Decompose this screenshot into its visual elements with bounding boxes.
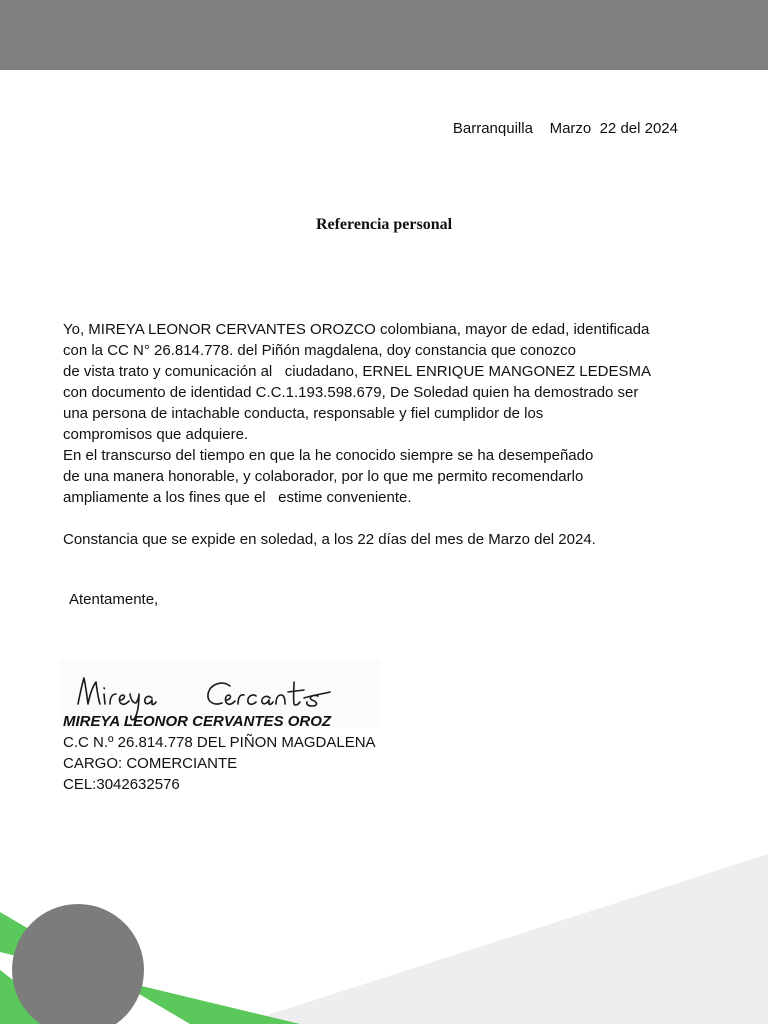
body-line: de vista trato y comunicación al ciudadano, ERNEL ENRIQUE MANGONEZ LEDESMA — [63, 363, 651, 380]
body-line: Yo, MIREYA LEONOR CERVANTES OROZCO colombiana, mayor de edad, identificada — [63, 321, 650, 338]
body-line: una persona de intachable conducta, responsable y fiel cumplidor de los — [63, 405, 544, 422]
signer-phone: CEL:3042632576 — [63, 776, 180, 793]
body-line: con documento de identidad C.C.1.193.598.679, De Soledad quien ha demostrado ser — [63, 384, 639, 401]
body-line: de una manera honorable, y colaborador, por lo que me permito recomendarlo — [63, 468, 584, 485]
signer-role: CARGO: COMERCIANTE — [63, 755, 238, 772]
footer-gray-circle — [12, 904, 144, 1024]
body-line: En el transcurso del tiempo en que la he conocido siempre se ha desempeñado — [63, 447, 594, 464]
body-line: con la CC N° 26.814.778. del Piñón magdalena, doy constancia que conozco — [63, 342, 577, 359]
footer-gray-wedge — [240, 854, 768, 1024]
signer-id: C.C N.º 26.814.778 DEL PIÑON MAGDALENA — [63, 734, 376, 751]
body-line: compromisos que adquiere. — [63, 426, 249, 443]
signer-block — [63, 711, 376, 795]
header-band — [0, 0, 768, 70]
signer-name: MIREYA LEONOR CERVANTES OROZ — [63, 713, 332, 730]
letter-body — [63, 319, 723, 508]
footer-decoration — [0, 820, 768, 1024]
closing-statement: Constancia que se expide en soledad, a los 22 días del mes de Marzo del 2024. — [63, 531, 596, 548]
farewell: Atentamente, — [69, 591, 159, 608]
body-line: ampliamente a los fines que el estime conveniente. — [63, 489, 412, 506]
letter-title: Referencia personal — [315, 216, 453, 233]
letter-date: Barranquilla Marzo 22 del 2024 — [452, 120, 678, 137]
